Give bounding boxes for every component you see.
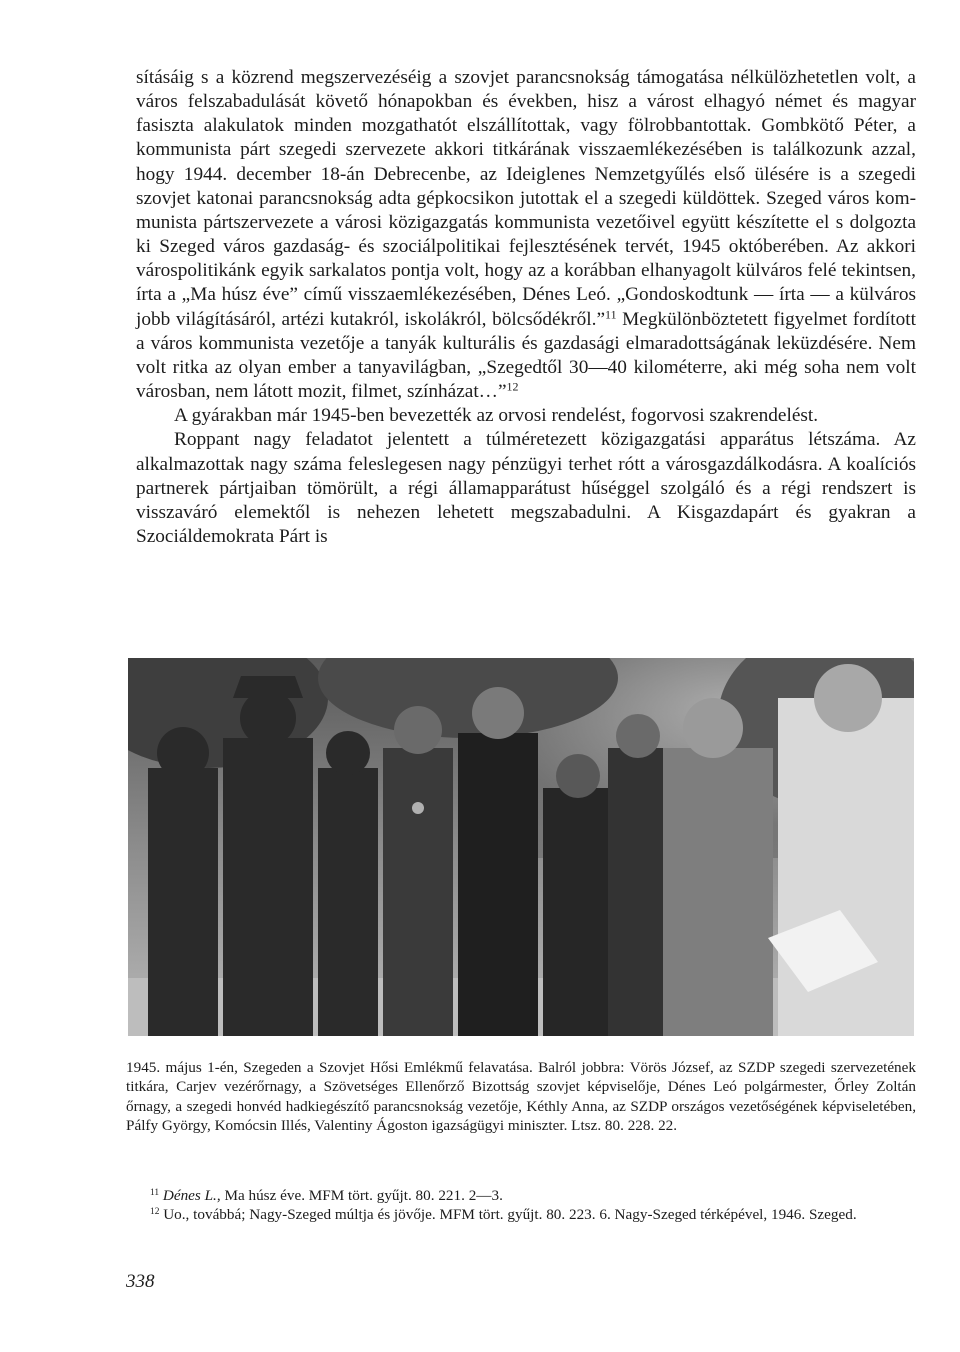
footnote-ref-12[interactable]: 12 [506,379,519,394]
historical-photograph [128,658,914,1036]
paragraph-1-text: sításáig s a közrend megszervezéséig a szovjet parancsnokság támogatása nélkülözhetetlen volt, a város felszabadulását követő hónapokban és években, hisz a várost elhagyó német és magyar fasiszta alakulatok minden mozgathatót elszállítottak, vagy fölrobbantottak. Gombkötő Péter, a kommunista párt szegedi szervezete akkori titkárának visszaemlékezésében is találkozunk azzal, hogy 1944. december 18-án Debrecenbe, az Ideiglenes Nemzetgyűlés első ülésére is a szegedi szovjet katonai parancsnokság adta gépkocsikon jutottak el a szegedi küldöttek. Szeged város kommunista pártszervezete a városi közigazgatás kommunista vezetőivel együtt készítette el s dolgozta ki Szeged város gazdaság- és szociálpolitikai fejlesztésének tervét, 1945 októberében. Az akkori várospolitikánk egyik sarkalatos pontja volt, hogy az a korábban elhanyagolt külváros felé tekintsen, írta a „Ma húsz éve” című visszaemlékezésében, Dénes Leó. „Gondoskodtunk — írta — a külváros jobb világításáról, artézi kutakról, iskolákról, bölcsődékről.” [136,67,916,330]
body-text [136,66,916,549]
paragraph-2: A gyárakban már 1945-ben bevezették az orvosi rendelést, fogorvosi szakrendelést. [174,405,819,427]
footnote-12 [128,1205,916,1224]
footnote-mark-12: 12 [150,1207,160,1218]
footnote-11-text: , Ma húsz éve. MFM tört. gyűjt. 80. 221. 2—3. [216,1187,503,1204]
footnote-mark-11: 11 [150,1187,160,1198]
photo-illustration [128,658,914,1036]
paragraph-3: Roppant nagy feladatot jelentett a túlméretezett közigazgatási apparátus létszáma. Az alkalmazottak nagy száma feleslegesen nagy pénzügyi terhet rótt a városgazdálkodásra. A koalíciós partnerek pártjaiban tömörült, a régi államapparátust hűséggel szolgáló és a régi rendszert is visszaváró elemektől is nehezen lehetett megszabadulni. A Kisgazdapárt és gyakran a Szociáldemokrata Párt is [136,429,916,547]
paragraph-1 [136,66,916,404]
footnote-11 [128,1186,916,1205]
photo-caption: 1945. május 1-én, Szegeden a Szovjet Hősi Emlékmű felavatása. Balról jobbra: Vörös József, az SZDP szegedi szervezetének titkára, Carjev vezérőrnagy, a Szövetséges Ellenőrző Bizottság szovjet képviselője, Dénes Leó polgármester, Őrley Zoltán őrnagy, a szegedi honvéd hadkiegészítő parancsnokság vezetője, Kéthly Anna, az SZDP országos vezetőségének képviseletében, Pálfy György, Komócsin Illés, Valentiny Ágoston igazságügyi miniszter. Ltsz. 80. 228. 22. [126,1059,916,1135]
footnote-ref-11[interactable]: 11 [605,306,617,321]
footnotes [128,1186,916,1225]
footnote-12-text: Uo., továbbá; Nagy-Szeged múltja és jövője. MFM tört. gyűjt. 80. 223. 6. Nagy-Szeged térképével, 1946. Szeged. [159,1206,857,1224]
paragraph-1-continuation: Megkülönböztetett figyelmet fordított a város kommunista vezetője a tanyák kulturális és gazdasági elmaradottságának leküzdésére. Nem volt ritka az olyan ember a tanyavilágban, „Szegedtől 30—40 kilométerre, aki még soha nem volt városban, nem látott mozit, filmet, színházat…” [136,308,916,403]
page-number: 338 [126,1271,155,1292]
footnote-11-author: Dénes L. [162,1187,217,1204]
